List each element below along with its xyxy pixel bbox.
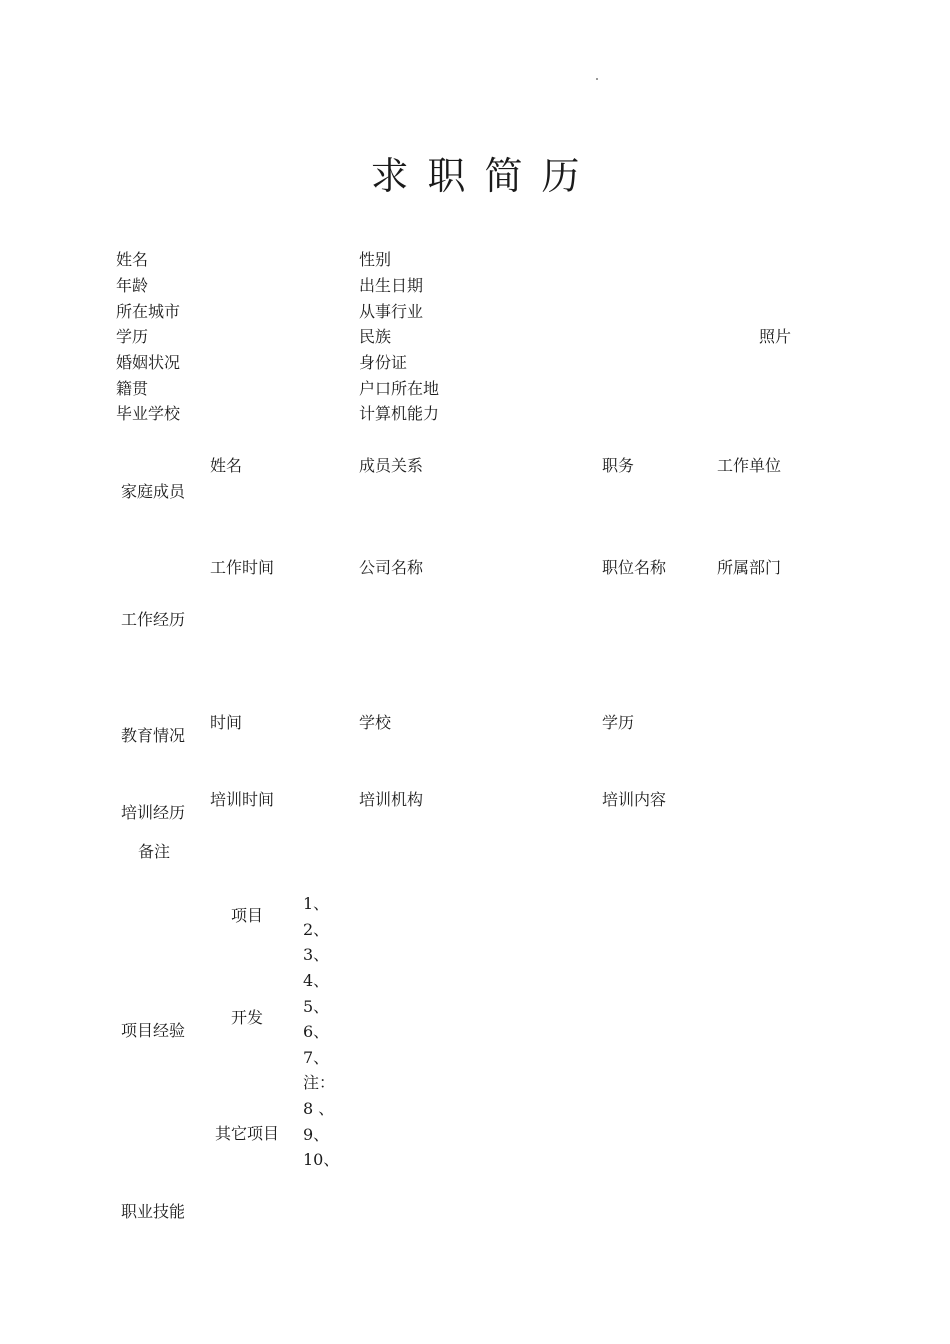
family-label: 家庭成员 — [121, 482, 186, 501]
family-header-relation: 成员关系 — [359, 456, 424, 475]
project-item: 5、 — [303, 997, 330, 1016]
project-item: 1、 — [303, 894, 330, 913]
education-header-time: 时间 — [210, 713, 243, 732]
label-marital: 婚姻状况 — [116, 353, 181, 372]
project-item: 4、 — [303, 971, 330, 990]
label-native-place: 籍贯 — [116, 379, 149, 398]
projects-sub-label-project: 项目 — [231, 906, 264, 925]
projects-sub-label-other: 其它项目 — [215, 1124, 280, 1143]
label-id-card: 身份证 — [359, 353, 408, 372]
work-header-company: 公司名称 — [359, 558, 424, 577]
work-label: 工作经历 — [121, 610, 186, 629]
project-item: 3、 — [303, 945, 330, 964]
remarks-label: 备注 — [138, 842, 171, 861]
label-birthdate: 出生日期 — [359, 276, 424, 295]
page-mark — [596, 78, 598, 80]
work-header-time: 工作时间 — [210, 558, 275, 577]
project-note: 注： — [303, 1073, 336, 1092]
work-header-title: 职位名称 — [602, 558, 667, 577]
skills-label: 职业技能 — [121, 1202, 186, 1221]
training-header-time: 培训时间 — [210, 790, 275, 809]
project-item: 8 、 — [303, 1099, 335, 1118]
label-industry: 从事行业 — [359, 302, 424, 321]
education-header-school: 学校 — [359, 713, 392, 732]
photo-label: 照片 — [759, 327, 792, 346]
label-ethnicity: 民族 — [359, 327, 392, 346]
family-header-employer: 工作单位 — [717, 456, 782, 475]
projects-label: 项目经验 — [121, 1021, 186, 1040]
education-label: 教育情况 — [121, 726, 186, 745]
label-computer-skill: 计算机能力 — [359, 404, 440, 423]
training-header-content: 培训内容 — [602, 790, 667, 809]
family-header-position: 职务 — [602, 456, 635, 475]
label-school: 毕业学校 — [116, 404, 181, 423]
label-degree: 学历 — [116, 327, 149, 346]
label-city: 所在城市 — [116, 302, 181, 321]
project-item: 9、 — [303, 1125, 330, 1144]
label-gender: 性别 — [359, 250, 392, 269]
project-item: 6、 — [303, 1022, 330, 1041]
projects-sub-label-development: 开发 — [231, 1008, 264, 1027]
project-item: 10、 — [303, 1150, 340, 1169]
project-item: 2、 — [303, 920, 330, 939]
training-header-institution: 培训机构 — [359, 790, 424, 809]
project-item: 7、 — [303, 1048, 330, 1067]
family-header-name: 姓名 — [210, 456, 243, 475]
training-label: 培训经历 — [121, 803, 186, 822]
work-header-department: 所属部门 — [717, 558, 782, 577]
page-title: 求职简历 — [370, 154, 599, 198]
label-age: 年龄 — [116, 276, 149, 295]
education-header-degree: 学历 — [602, 713, 635, 732]
label-household: 户口所在地 — [359, 379, 440, 398]
label-name: 姓名 — [116, 250, 149, 269]
